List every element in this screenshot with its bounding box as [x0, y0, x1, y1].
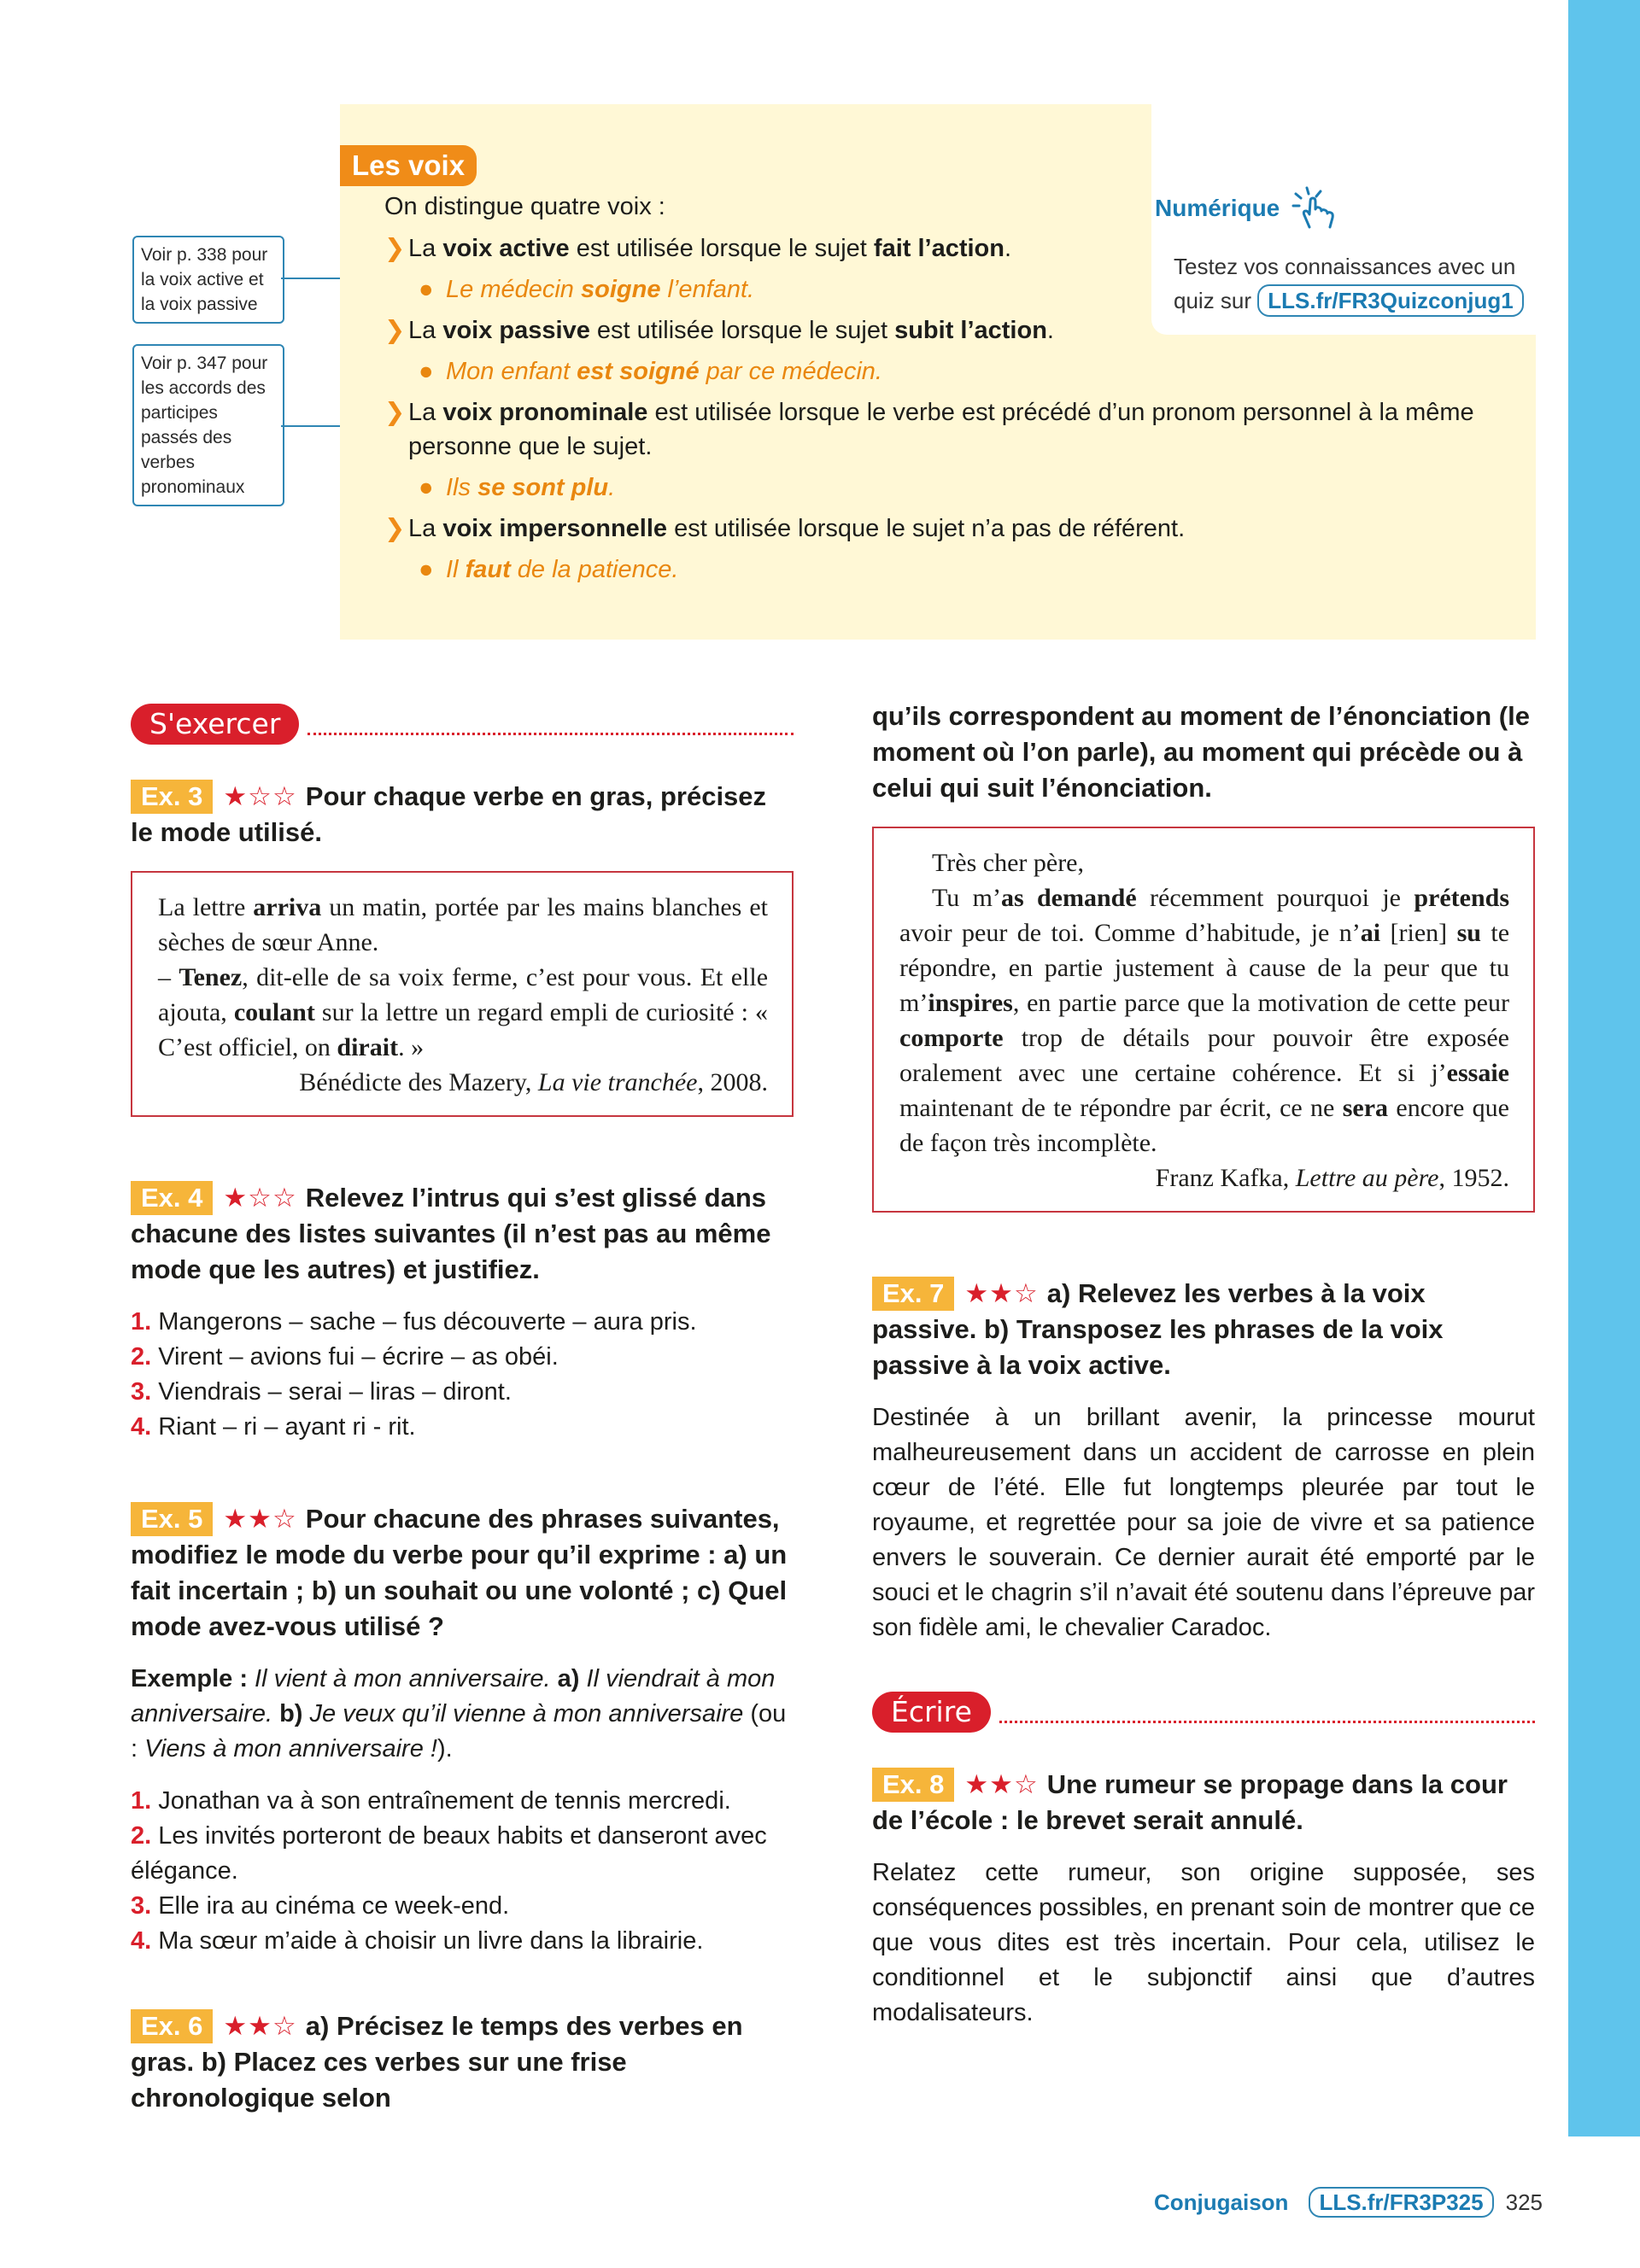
chevron-right-icon: ❯ [384, 317, 406, 344]
quote-paragraph: Très cher père, [932, 849, 1084, 877]
section-ecrire [872, 1692, 1535, 1733]
list-item: 1. Jonathan va à son entraînement de tennis mercredi. [131, 1787, 731, 1815]
voice-impersonnelle [384, 511, 1520, 546]
exercise-6-title: a) Précisez le temps des verbes en gras. b) Placez ces verbes sur une frise chronologique selon [131, 2011, 743, 2113]
voice-text: La voix impersonnelle est utilisée lorsque le sujet n’a pas de référent. [408, 515, 1186, 542]
margin-note-voix[interactable]: Voir p. 338 pour la voix active et la voix passive [132, 236, 284, 324]
exercise-7 [872, 1276, 1535, 1645]
difficulty-stars-icon: ★☆☆ [223, 781, 297, 811]
side-stripe [1568, 0, 1640, 2136]
chevron-right-icon: ❯ [384, 515, 406, 542]
connector-line [281, 425, 341, 427]
exercise-4 [131, 1180, 794, 1445]
exercise-6-text-box [872, 827, 1535, 1213]
list-item: 3. Elle ira au cinéma ce week-end. [131, 1892, 510, 1920]
list-item: 4. Ma sœur m’aide à choisir un livre dans la librairie. [131, 1927, 704, 1955]
quote-source: Bénédicte des Mazery, La vie tranchée, 2008. [299, 1068, 768, 1096]
lesson-intro: On distingue quatre voix : [384, 193, 665, 220]
numerique-title: Numérique [1155, 195, 1280, 221]
exercise-3-text-box [131, 871, 794, 1117]
difficulty-stars-icon: ★★☆ [964, 1278, 1039, 1308]
left-column [131, 704, 794, 2116]
connector-line [281, 278, 341, 279]
bullet-icon: ● [419, 276, 434, 303]
exercise-8 [872, 1767, 1535, 2031]
exercise-7-heading [872, 1276, 1535, 1383]
quote-source: Franz Kafka, Lettre au père, 1952. [1155, 1164, 1509, 1192]
dotted-rule [308, 714, 794, 735]
exercise-4-title: Relevez l’intrus qui s’est glissé dans chacune des listes suivantes (il n’est pas au même mode que les autres) et justifiez. [131, 1183, 771, 1284]
list-item: 4. Riant – ri – ayant ri - rit. [131, 1413, 416, 1441]
voice-text: La voix pronominale est utilisée lorsque le verbe est précédé d’un pronom personnel à la même personne que le sujet. [408, 399, 1474, 460]
exercise-3-tag: Ex. 3 [131, 780, 213, 814]
quote-paragraph: Tu m’as demandé récemment pourquoi je prétends avoir peur de toi. Comme d’habitude, je n’ai [rien] su te répondre, en partie justement à cause de la peur que tu m’inspires, en partie parce que la motivation de cette peur comporte trop de détails pour pouvoir être exposée oralement avec une certaine cohérence. Et si j’essaie maintenant de te répondre par écrit, ce ne sera encore que de façon très incomplète. [899, 884, 1510, 1157]
quote-paragraph: – Tenez, dit-elle de sa voix ferme, c’est pour vous. Et elle ajouta, coulant sur la lettre un regard empli de curiosité : « C’est officiel, on dirait. » [158, 963, 769, 1061]
exercise-3-title: Pour chaque verbe en gras, précisez le mode utilisé. [131, 781, 767, 847]
page-number: 325 [1505, 2189, 1543, 2215]
lesson-content [384, 193, 1520, 587]
voice-pronominale [384, 395, 1520, 464]
section-exercer [131, 704, 794, 745]
list-item: 1. Mangerons – sache – fus découverte – aura pris. [131, 1308, 697, 1336]
voice-text: La voix passive est utilisée lorsque le sujet subit l’action. [408, 317, 1054, 344]
exercise-4-tag: Ex. 4 [131, 1181, 213, 1215]
list-item: 2. Virent – avions fui – écrire – as obéi. [131, 1343, 559, 1371]
exercise-7-tag: Ex. 7 [872, 1277, 954, 1311]
chevron-right-icon: ❯ [384, 399, 406, 426]
lesson-box [340, 104, 1536, 640]
exercise-4-heading [131, 1180, 794, 1288]
bullet-icon: ● [419, 474, 434, 501]
difficulty-stars-icon: ★★☆ [223, 1504, 297, 1534]
list-item: 2. Les invités porteront de beaux habits et danseront avec élégance. [131, 1822, 767, 1885]
footer-link[interactable]: LLS.fr/FR3P325 [1309, 2187, 1493, 2218]
voice-example: ● Mon enfant est soigné par ce médecin. [419, 354, 1520, 389]
exercise-5-tag: Ex. 5 [131, 1502, 213, 1536]
quiz-link[interactable]: LLS.fr/FR3Quizconjug1 [1257, 284, 1523, 317]
exercise-6 [131, 2008, 794, 2116]
exercise-3 [131, 779, 794, 1117]
voice-example: ● Le médecin soigne l’enfant. [419, 272, 1520, 307]
difficulty-stars-icon: ★☆☆ [223, 1183, 297, 1213]
exercise-7-text: Destinée à un brillant avenir, la princesse mourut malheureusement dans un accident de carrosse en plein cœur de l’été. Elle fut longtemps pleurée par tout le royaume, et regrettée pour sa joie de vivre et sa patience envers le souverain. Ce dernier aurait été emporté par le souci et le chagrin s’il n’avait été soutenu dans l’épreuve par son fidèle ami, le chevalier Caradoc. [872, 1404, 1535, 1641]
voice-text: La voix active est utilisée lorsque le sujet fait l’action. [408, 235, 1012, 262]
bullet-icon: ● [419, 556, 434, 583]
exercise-6-tag: Ex. 6 [131, 2009, 213, 2043]
right-column [872, 699, 1535, 2031]
exercise-6-heading-continued: qu’ils correspondent au moment de l’énonciation (le moment où l’on parle), au moment qui précède ou à celui qui suit l’énonciation. [872, 701, 1530, 803]
difficulty-stars-icon: ★★☆ [964, 1769, 1039, 1799]
list-item: 3. Viendrais – serai – liras – diront. [131, 1378, 512, 1406]
exercise-3-heading [131, 779, 794, 850]
margin-note-accords[interactable]: Voir p. 347 pour les accords des participes passés des verbes pronominaux [132, 344, 284, 506]
section-ecrire-label: Écrire [872, 1692, 991, 1733]
voice-passive [384, 313, 1520, 348]
exercise-5 [131, 1501, 794, 1959]
voice-active [384, 231, 1520, 266]
voice-example: ● Il faut de la patience. [419, 552, 1520, 587]
dotted-rule [999, 1702, 1535, 1723]
exercise-8-heading [872, 1767, 1535, 1838]
page-footer [1154, 2187, 1543, 2218]
bullet-icon: ● [419, 358, 434, 385]
quote-paragraph: La lettre arriva un matin, portée par les mains blanches et sèches de sœur Anne. [158, 893, 768, 956]
exercise-7-title: a) Relevez les verbes à la voix passive. b) Transposez les phrases de la voix passive à la voix active. [872, 1278, 1444, 1380]
lesson-tag: Les voix [340, 145, 477, 186]
exercise-5-title: Pour chacune des phrases suivantes, modifiez le mode du verbe pour qu’il exprime : a) un fait incertain ; b) un souhait ou une volonté ; c) Quel mode avez-vous utilisé ? [131, 1504, 788, 1641]
chevron-right-icon: ❯ [384, 235, 406, 262]
exercise-5-list [131, 1784, 794, 1959]
voice-example: ● Ils se sont plu. [419, 471, 1520, 505]
exercise-4-list [131, 1305, 794, 1445]
exercise-5-example: Exemple : Il vient à mon anniversaire. a) Il viendrait à mon anniversaire. b) Je veux qu’il vienne à mon anniversaire (ou : Viens à mon anniversaire !). [131, 1665, 787, 1762]
difficulty-stars-icon: ★★☆ [223, 2011, 297, 2041]
exercise-8-text: Relatez cette rumeur, son origine supposée, ses conséquences possibles, en prenant soin de montrer que ce que vous dites est très incertain. Pour cela, utilisez le conditionnel et le subjonctif ainsi que d’autres modalisateurs. [872, 1859, 1535, 2026]
exercise-8-title: Une rumeur se propage dans la cour de l’école : le brevet serait annulé. [872, 1769, 1508, 1835]
exercise-6-heading [131, 2008, 794, 2116]
numerique-text-label: Testez vos connaissances avec un quiz sur [1174, 254, 1516, 313]
section-exercer-label: S'exercer [131, 704, 299, 745]
exercise-8-tag: Ex. 8 [872, 1768, 954, 1802]
footer-label: Conjugaison [1154, 2189, 1289, 2215]
exercise-5-heading [131, 1501, 794, 1645]
